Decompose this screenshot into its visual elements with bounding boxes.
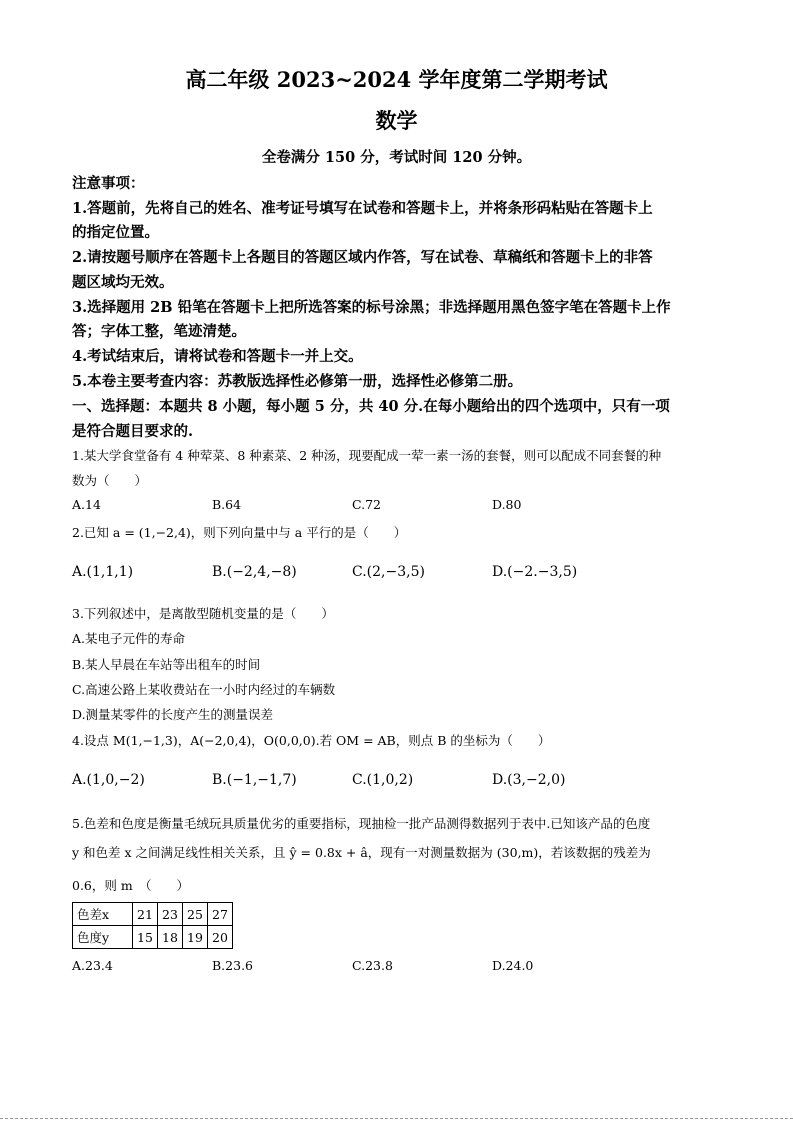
question-1-stem-cont: 数为（ ） [72,473,148,488]
q5-data-table [72,902,233,949]
question-3-stem: 3.下列叙述中，是离散型随机变量的是（ ） [72,606,334,621]
question-5-stem: 5.色差和色度是衡量毛绒玩具质量优劣的重要指标，现抽检一批产品测得数据列于表中.已知该产品的色度 [72,816,651,831]
section-heading: 一、选择题：本题共 8 小题，每小题 5 分，共 40 分.在每小题给出的四个选项中，只有一项 [72,398,670,415]
q3-option-c: C.高速公路上某收费站在一小时内经过的车辆数 [72,682,336,697]
notes-line: 的指定位置。 [72,224,159,241]
table-cell: 19 [183,926,208,949]
question-5-stem-cont: 0.6，则 m （ ） [72,878,189,893]
q4-option-b: B.(−1,−1,7) [212,772,297,788]
exam-meta: 全卷满分 150 分，考试时间 120 分钟。 [261,149,532,166]
table-cell: 25 [183,903,208,926]
page-bottom-divider [0,1118,793,1119]
q4-option-d: D.(3,−2,0) [492,772,566,788]
exam-title: 高二年级 2023~2024 学年度第二学期考试 [185,67,608,92]
q2-option-b: B.(−2,4,−8) [212,564,297,580]
notes-line: 2.请按题号顺序在答题卡上各题目的答题区域内作答，写在试卷、草稿纸和答题卡上的非答 [72,249,653,266]
table-cell: 21 [133,903,158,926]
q1-option-c: C.72 [352,497,381,512]
q2-option-d: D.(−2.−3,5) [492,564,578,580]
q3-option-a: A.某电子元件的寿命 [72,631,186,646]
q4-option-a: A.(1,0,−2) [72,772,145,788]
notes-line: 5.本卷主要考查内容：苏教版选择性必修第一册，选择性必修第二册。 [72,373,523,390]
notes-line: 题区域均无效。 [72,274,174,291]
question-4-stem: 4.设点 M(1,−1,3)，A(−2,0,4)，O(0,0,0).若 OM = AB，则点 B 的坐标为（ ） [72,733,551,748]
exam-subject: 数学 [375,108,418,133]
table-row [73,926,233,949]
table-row-label: 色差x [73,903,133,926]
table-cell: 18 [158,926,183,949]
q2-option-a: A.(1,1,1) [72,564,134,580]
table-cell: 20 [208,926,233,949]
table-cell: 15 [133,926,158,949]
notes-line: 1.答题前，先将自己的姓名、准考证号填写在试卷和答题卡上，并将条形码粘贴在答题卡上 [72,200,653,217]
q1-option-b: B.64 [212,497,242,512]
table-cell: 27 [208,903,233,926]
q1-option-d: D.80 [492,497,522,512]
table-row-label: 色度y [73,926,133,949]
q3-option-d: D.测量某零件的长度产生的测量误差 [72,707,274,722]
notes-line: 答；字体工整，笔迹清楚。 [72,323,246,340]
q5-option-d: D.24.0 [492,958,534,973]
question-2-stem: 2.已知 a = (1,−2,4)，则下列向量中与 a 平行的是（ ） [72,525,407,540]
q5-option-c: C.23.8 [352,958,393,973]
q3-option-b: B.某人早晨在车站等出租车的时间 [72,657,261,672]
q4-option-c: C.(1,0,2) [352,772,414,788]
question-5-stem-cont: y 和色差 x 之间满足线性相关关系，且 ŷ = 0.8x + â，现有一对测量数据为 (30,m)，若该数据的残差为 [72,845,651,860]
section-heading-cont: 是符合题目要求的. [72,423,194,440]
q5-option-b: B.23.6 [212,958,253,973]
q1-option-a: A.14 [72,497,101,512]
table-cell: 23 [158,903,183,926]
q5-option-a: A.23.4 [72,958,113,973]
table-row [73,903,233,926]
question-1-stem: 1.某大学食堂备有 4 种荤菜、8 种素菜、2 种汤，现要配成一荤一素一汤的套餐，则可以配成不同套餐的种 [72,448,662,463]
notes-line: 3.选择题用 2B 铅笔在答题卡上把所选答案的标号涂黑；非选择题用黑色签字笔在答题卡上作 [72,299,671,316]
notes-line: 4.考试结束后，请将试卷和答题卡一并上交。 [72,348,363,365]
q2-option-c: C.(2,−3,5) [352,564,425,580]
notes-heading: 注意事项： [72,175,145,192]
